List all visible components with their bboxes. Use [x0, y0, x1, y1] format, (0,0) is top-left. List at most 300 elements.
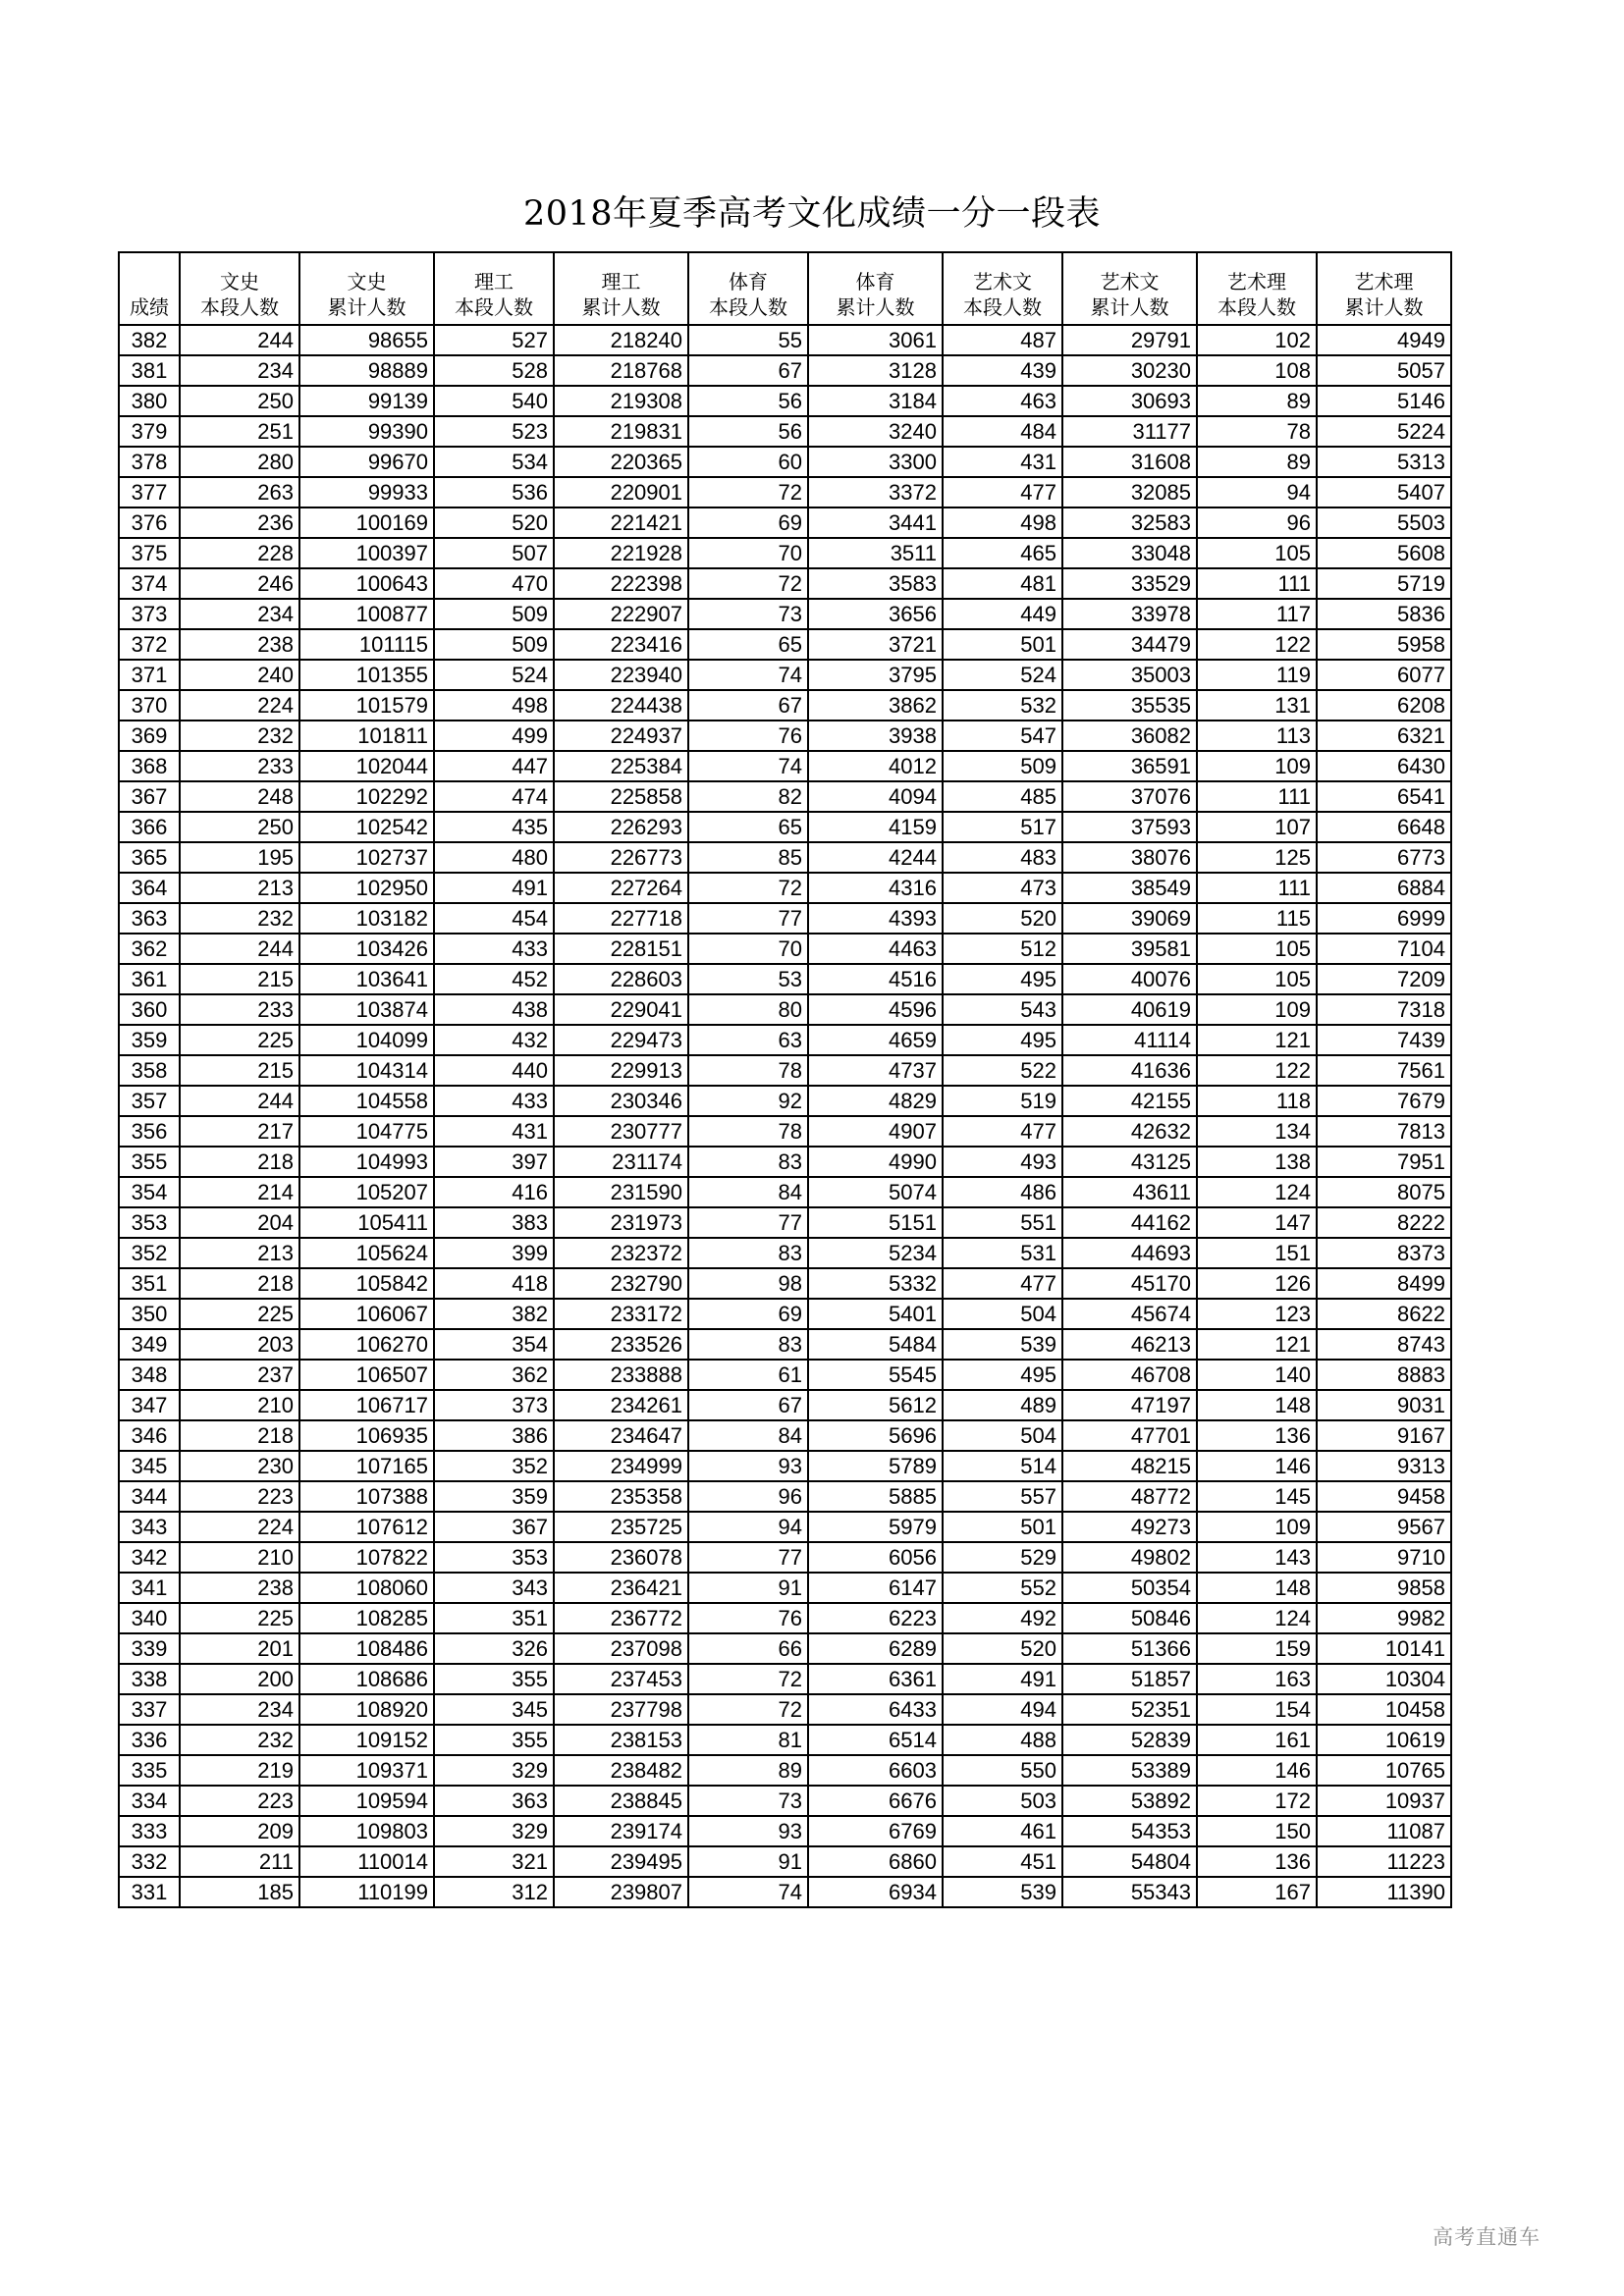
cell-score: 358 — [119, 1055, 180, 1086]
cell-ysl_seg: 105 — [1197, 934, 1317, 964]
cell-ty_seg: 65 — [688, 812, 808, 842]
table-row — [119, 1360, 1451, 1390]
column-header-sub: 本段人数 — [455, 295, 533, 319]
cell-ysw_seg: 543 — [943, 994, 1062, 1025]
cell-lg_cum: 238845 — [554, 1786, 688, 1816]
cell-ysl_seg: 138 — [1197, 1147, 1317, 1177]
cell-lg_cum: 224438 — [554, 690, 688, 721]
cell-lg_cum: 237098 — [554, 1633, 688, 1664]
cell-ws_cum: 109371 — [299, 1755, 434, 1786]
table-row — [119, 1816, 1451, 1846]
table-row — [119, 1786, 1451, 1816]
cell-lg_seg: 383 — [434, 1207, 554, 1238]
cell-lg_cum: 228151 — [554, 934, 688, 964]
column-header-sub: 本段人数 — [963, 295, 1042, 319]
table-row — [119, 781, 1451, 812]
cell-ws_seg: 201 — [180, 1633, 299, 1664]
cell-score: 376 — [119, 507, 180, 538]
cell-ysw_seg: 517 — [943, 812, 1062, 842]
cell-ws_seg: 233 — [180, 751, 299, 781]
cell-lg_seg: 507 — [434, 538, 554, 568]
cell-ysw_cum: 47701 — [1062, 1420, 1197, 1451]
cell-ws_seg: 236 — [180, 507, 299, 538]
cell-ysl_seg: 89 — [1197, 447, 1317, 477]
cell-ty_seg: 72 — [688, 477, 808, 507]
cell-score: 348 — [119, 1360, 180, 1390]
cell-ysw_seg: 529 — [943, 1542, 1062, 1573]
column-header-sub: 本段人数 — [1218, 295, 1296, 319]
cell-lg_seg: 416 — [434, 1177, 554, 1207]
cell-lg_seg: 452 — [434, 964, 554, 994]
cell-ysw_cum: 35003 — [1062, 660, 1197, 690]
cell-score: 346 — [119, 1420, 180, 1451]
column-header-sub: 累计人数 — [836, 295, 915, 319]
cell-ws_seg: 250 — [180, 386, 299, 416]
column-header-group — [120, 269, 179, 294]
cell-ysl_seg: 109 — [1197, 994, 1317, 1025]
cell-ty_cum: 6433 — [808, 1694, 943, 1725]
cell-ws_cum: 105411 — [299, 1207, 434, 1238]
cell-ysw_cum: 49802 — [1062, 1542, 1197, 1573]
cell-lg_cum: 235358 — [554, 1481, 688, 1512]
table-row — [119, 1694, 1451, 1725]
cell-ws_seg: 246 — [180, 568, 299, 599]
cell-lg_seg: 440 — [434, 1055, 554, 1086]
cell-ws_cum: 108060 — [299, 1573, 434, 1603]
cell-lg_cum: 237453 — [554, 1664, 688, 1694]
cell-ysw_seg: 485 — [943, 781, 1062, 812]
cell-ysw_cum: 54353 — [1062, 1816, 1197, 1846]
cell-ws_cum: 110199 — [299, 1877, 434, 1907]
cell-ty_seg: 77 — [688, 903, 808, 934]
cell-lg_cum: 238482 — [554, 1755, 688, 1786]
cell-ysl_cum: 6884 — [1317, 873, 1451, 903]
cell-score: 338 — [119, 1664, 180, 1694]
cell-lg_cum: 231590 — [554, 1177, 688, 1207]
cell-ty_seg: 69 — [688, 507, 808, 538]
cell-ws_seg: 232 — [180, 721, 299, 751]
cell-ws_cum: 103182 — [299, 903, 434, 934]
cell-ysw_cum: 43611 — [1062, 1177, 1197, 1207]
cell-ws_cum: 98655 — [299, 325, 434, 355]
cell-score: 374 — [119, 568, 180, 599]
cell-lg_seg: 386 — [434, 1420, 554, 1451]
cell-ysl_cum: 9982 — [1317, 1603, 1451, 1633]
cell-lg_cum: 233888 — [554, 1360, 688, 1390]
cell-ws_seg: 251 — [180, 416, 299, 447]
cell-ty_cum: 5545 — [808, 1360, 943, 1390]
cell-ty_seg: 85 — [688, 842, 808, 873]
cell-ysw_cum: 33048 — [1062, 538, 1197, 568]
cell-ty_cum: 4463 — [808, 934, 943, 964]
cell-lg_cum: 227718 — [554, 903, 688, 934]
cell-lg_seg: 474 — [434, 781, 554, 812]
cell-ysw_cum: 38076 — [1062, 842, 1197, 873]
table-row — [119, 1755, 1451, 1786]
cell-ws_cum: 107612 — [299, 1512, 434, 1542]
cell-ty_cum: 4159 — [808, 812, 943, 842]
cell-ws_cum: 100397 — [299, 538, 434, 568]
cell-lg_cum: 218768 — [554, 355, 688, 386]
cell-ysw_cum: 46708 — [1062, 1360, 1197, 1390]
cell-lg_cum: 239495 — [554, 1846, 688, 1877]
cell-lg_cum: 219831 — [554, 416, 688, 447]
cell-ysw_cum: 39581 — [1062, 934, 1197, 964]
cell-ty_seg: 78 — [688, 1116, 808, 1147]
cell-lg_cum: 225384 — [554, 751, 688, 781]
cell-ws_seg: 240 — [180, 660, 299, 690]
cell-ws_cum: 105624 — [299, 1238, 434, 1268]
cell-ysw_cum: 37076 — [1062, 781, 1197, 812]
cell-ws_seg: 214 — [180, 1177, 299, 1207]
cell-lg_seg: 527 — [434, 325, 554, 355]
cell-score: 341 — [119, 1573, 180, 1603]
cell-ty_seg: 72 — [688, 1664, 808, 1694]
cell-lg_cum: 224937 — [554, 721, 688, 751]
cell-score: 372 — [119, 629, 180, 660]
cell-score: 366 — [119, 812, 180, 842]
column-header-ysl_seg — [1197, 252, 1317, 325]
cell-ws_seg: 232 — [180, 903, 299, 934]
cell-ysl_seg: 126 — [1197, 1268, 1317, 1299]
cell-ty_cum: 3240 — [808, 416, 943, 447]
cell-ysw_cum: 33978 — [1062, 599, 1197, 629]
cell-ysl_seg: 109 — [1197, 751, 1317, 781]
cell-ws_cum: 102737 — [299, 842, 434, 873]
column-header-ws_cum — [299, 252, 434, 325]
cell-ysw_seg: 495 — [943, 1360, 1062, 1390]
cell-score: 349 — [119, 1329, 180, 1360]
column-header-group: 理工 — [474, 270, 514, 294]
cell-ysw_cum: 44162 — [1062, 1207, 1197, 1238]
cell-ty_cum: 6056 — [808, 1542, 943, 1573]
cell-ysl_cum: 8222 — [1317, 1207, 1451, 1238]
cell-lg_cum: 230346 — [554, 1086, 688, 1116]
table-row — [119, 690, 1451, 721]
cell-ysl_cum: 7951 — [1317, 1147, 1451, 1177]
cell-ysl_seg: 163 — [1197, 1664, 1317, 1694]
table-row — [119, 1207, 1451, 1238]
cell-ty_seg: 80 — [688, 994, 808, 1025]
cell-ysl_cum: 8373 — [1317, 1238, 1451, 1268]
cell-ysw_cum: 31177 — [1062, 416, 1197, 447]
cell-ysl_cum: 5224 — [1317, 416, 1451, 447]
cell-lg_cum: 229913 — [554, 1055, 688, 1086]
cell-ws_cum: 107822 — [299, 1542, 434, 1573]
cell-ws_cum: 101115 — [299, 629, 434, 660]
cell-ws_seg: 224 — [180, 1512, 299, 1542]
cell-lg_seg: 363 — [434, 1786, 554, 1816]
cell-ysw_seg: 493 — [943, 1147, 1062, 1177]
cell-ty_seg: 61 — [688, 1360, 808, 1390]
cell-ty_seg: 74 — [688, 660, 808, 690]
cell-score: 375 — [119, 538, 180, 568]
table-row — [119, 1238, 1451, 1268]
cell-ty_seg: 83 — [688, 1238, 808, 1268]
cell-ysw_seg: 557 — [943, 1481, 1062, 1512]
cell-ty_cum: 5234 — [808, 1238, 943, 1268]
column-header-sub: 本段人数 — [200, 295, 279, 319]
cell-ysw_seg: 524 — [943, 660, 1062, 690]
cell-ysw_seg: 512 — [943, 934, 1062, 964]
score-distribution-table — [118, 251, 1452, 1908]
cell-ysl_seg: 108 — [1197, 355, 1317, 386]
cell-lg_seg: 399 — [434, 1238, 554, 1268]
table-row — [119, 1573, 1451, 1603]
cell-ty_cum: 4393 — [808, 903, 943, 934]
table-row — [119, 1603, 1451, 1633]
cell-ysl_seg: 124 — [1197, 1177, 1317, 1207]
table-row — [119, 1177, 1451, 1207]
cell-lg_seg: 431 — [434, 1116, 554, 1147]
column-header-score — [119, 252, 180, 325]
cell-ysl_cum: 11087 — [1317, 1816, 1451, 1846]
cell-ysw_cum: 43125 — [1062, 1147, 1197, 1177]
cell-ty_cum: 3721 — [808, 629, 943, 660]
cell-ysl_seg: 105 — [1197, 538, 1317, 568]
cell-ty_seg: 67 — [688, 690, 808, 721]
cell-ysl_cum: 7209 — [1317, 964, 1451, 994]
cell-ysl_cum: 8499 — [1317, 1268, 1451, 1299]
cell-ysl_cum: 11223 — [1317, 1846, 1451, 1877]
cell-ty_cum: 5074 — [808, 1177, 943, 1207]
cell-ws_seg: 203 — [180, 1329, 299, 1360]
cell-lg_cum: 232372 — [554, 1238, 688, 1268]
table-row — [119, 964, 1451, 994]
cell-ty_seg: 56 — [688, 416, 808, 447]
cell-ty_seg: 78 — [688, 1055, 808, 1086]
cell-ysw_seg: 483 — [943, 842, 1062, 873]
cell-ysl_seg: 115 — [1197, 903, 1317, 934]
cell-ysl_cum: 7104 — [1317, 934, 1451, 964]
cell-lg_cum: 233526 — [554, 1329, 688, 1360]
cell-lg_cum: 220365 — [554, 447, 688, 477]
table-row — [119, 721, 1451, 751]
cell-ty_cum: 6289 — [808, 1633, 943, 1664]
cell-ty_seg: 55 — [688, 325, 808, 355]
cell-ty_seg: 63 — [688, 1025, 808, 1055]
cell-ws_cum: 107388 — [299, 1481, 434, 1512]
cell-ysl_seg: 78 — [1197, 416, 1317, 447]
cell-ty_cum: 4094 — [808, 781, 943, 812]
cell-lg_seg: 354 — [434, 1329, 554, 1360]
cell-ws_seg: 209 — [180, 1816, 299, 1846]
cell-ws_seg: 200 — [180, 1664, 299, 1694]
cell-ws_cum: 108285 — [299, 1603, 434, 1633]
cell-ysw_cum: 30693 — [1062, 386, 1197, 416]
table-row — [119, 1329, 1451, 1360]
cell-ws_seg: 250 — [180, 812, 299, 842]
cell-lg_seg: 343 — [434, 1573, 554, 1603]
cell-score: 340 — [119, 1603, 180, 1633]
cell-lg_seg: 523 — [434, 416, 554, 447]
cell-ysw_seg: 451 — [943, 1846, 1062, 1877]
cell-ws_cum: 99670 — [299, 447, 434, 477]
cell-lg_cum: 226773 — [554, 842, 688, 873]
cell-lg_cum: 222398 — [554, 568, 688, 599]
cell-ws_cum: 103874 — [299, 994, 434, 1025]
cell-ysl_cum: 7679 — [1317, 1086, 1451, 1116]
cell-lg_seg: 536 — [434, 477, 554, 507]
cell-ysl_cum: 6773 — [1317, 842, 1451, 873]
column-header-sub: 累计人数 — [1344, 295, 1424, 319]
cell-lg_cum: 234261 — [554, 1390, 688, 1420]
cell-lg_seg: 520 — [434, 507, 554, 538]
cell-score: 357 — [119, 1086, 180, 1116]
cell-lg_seg: 351 — [434, 1603, 554, 1633]
cell-ty_cum: 6769 — [808, 1816, 943, 1846]
cell-ty_cum: 5151 — [808, 1207, 943, 1238]
cell-lg_seg: 432 — [434, 1025, 554, 1055]
cell-ws_cum: 104099 — [299, 1025, 434, 1055]
cell-ws_seg: 218 — [180, 1268, 299, 1299]
cell-ysw_seg: 489 — [943, 1390, 1062, 1420]
cell-score: 356 — [119, 1116, 180, 1147]
cell-ysl_cum: 9167 — [1317, 1420, 1451, 1451]
cell-ty_cum: 5612 — [808, 1390, 943, 1420]
cell-ws_seg: 234 — [180, 599, 299, 629]
cell-ysl_seg: 151 — [1197, 1238, 1317, 1268]
cell-lg_cum: 236078 — [554, 1542, 688, 1573]
cell-ysw_seg: 531 — [943, 1238, 1062, 1268]
cell-lg_seg: 397 — [434, 1147, 554, 1177]
cell-ty_seg: 76 — [688, 721, 808, 751]
cell-ty_cum: 3061 — [808, 325, 943, 355]
cell-ysl_cum: 8622 — [1317, 1299, 1451, 1329]
cell-ysl_seg: 119 — [1197, 660, 1317, 690]
cell-ysl_seg: 111 — [1197, 873, 1317, 903]
cell-ysl_cum: 10619 — [1317, 1725, 1451, 1755]
cell-ty_seg: 73 — [688, 1786, 808, 1816]
cell-ysw_cum: 36591 — [1062, 751, 1197, 781]
cell-ysl_seg: 96 — [1197, 507, 1317, 538]
cell-ysw_seg: 547 — [943, 721, 1062, 751]
cell-lg_cum: 233172 — [554, 1299, 688, 1329]
cell-ty_seg: 94 — [688, 1512, 808, 1542]
cell-ysw_cum: 51366 — [1062, 1633, 1197, 1664]
cell-ysw_cum: 46213 — [1062, 1329, 1197, 1360]
table-row — [119, 1025, 1451, 1055]
column-header-sub: 本段人数 — [709, 295, 787, 319]
column-header-group: 理工 — [601, 270, 641, 294]
table-row — [119, 1420, 1451, 1451]
cell-ysl_cum: 8075 — [1317, 1177, 1451, 1207]
cell-lg_cum: 231973 — [554, 1207, 688, 1238]
cell-ysl_cum: 5719 — [1317, 568, 1451, 599]
cell-ysw_seg: 491 — [943, 1664, 1062, 1694]
cell-ysw_seg: 503 — [943, 1786, 1062, 1816]
cell-ty_cum: 5401 — [808, 1299, 943, 1329]
cell-ysl_cum: 6077 — [1317, 660, 1451, 690]
cell-ysl_seg: 122 — [1197, 1055, 1317, 1086]
cell-ws_cum: 102950 — [299, 873, 434, 903]
cell-ysw_cum: 52351 — [1062, 1694, 1197, 1725]
cell-ty_cum: 3300 — [808, 447, 943, 477]
cell-ty_cum: 6603 — [808, 1755, 943, 1786]
cell-ysw_cum: 37593 — [1062, 812, 1197, 842]
table-row — [119, 1147, 1451, 1177]
cell-ysl_seg: 109 — [1197, 1512, 1317, 1542]
column-header-ysw_cum — [1062, 252, 1197, 325]
cell-ysw_cum: 36082 — [1062, 721, 1197, 751]
cell-ty_seg: 89 — [688, 1755, 808, 1786]
cell-ws_cum: 108920 — [299, 1694, 434, 1725]
table-row — [119, 599, 1451, 629]
cell-ty_cum: 5332 — [808, 1268, 943, 1299]
cell-ysl_cum: 7318 — [1317, 994, 1451, 1025]
table-row — [119, 842, 1451, 873]
column-header-lg_cum — [554, 252, 688, 325]
cell-ysw_cum: 53892 — [1062, 1786, 1197, 1816]
cell-ysw_seg: 501 — [943, 629, 1062, 660]
cell-score: 363 — [119, 903, 180, 934]
cell-ws_seg: 215 — [180, 964, 299, 994]
cell-ws_seg: 225 — [180, 1025, 299, 1055]
cell-ysw_seg: 484 — [943, 416, 1062, 447]
cell-ws_seg: 213 — [180, 873, 299, 903]
cell-ws_cum: 102292 — [299, 781, 434, 812]
table-row — [119, 903, 1451, 934]
cell-score: 331 — [119, 1877, 180, 1907]
table-row — [119, 1116, 1451, 1147]
cell-ysw_seg: 449 — [943, 599, 1062, 629]
cell-score: 370 — [119, 690, 180, 721]
column-header-sub: 累计人数 — [1090, 295, 1169, 319]
cell-ws_seg: 195 — [180, 842, 299, 873]
cell-ty_seg: 82 — [688, 781, 808, 812]
cell-lg_cum: 234999 — [554, 1451, 688, 1481]
table-row — [119, 1846, 1451, 1877]
cell-lg_seg: 345 — [434, 1694, 554, 1725]
table-row — [119, 660, 1451, 690]
cell-lg_cum: 235725 — [554, 1512, 688, 1542]
cell-lg_seg: 326 — [434, 1633, 554, 1664]
cell-ty_seg: 81 — [688, 1725, 808, 1755]
cell-ty_cum: 4829 — [808, 1086, 943, 1116]
cell-ysl_seg: 146 — [1197, 1451, 1317, 1481]
cell-score: 368 — [119, 751, 180, 781]
cell-ysw_cum: 29791 — [1062, 325, 1197, 355]
cell-ty_cum: 4596 — [808, 994, 943, 1025]
column-header-ws_seg — [180, 252, 299, 325]
cell-ws_seg: 225 — [180, 1603, 299, 1633]
cell-ws_seg: 218 — [180, 1147, 299, 1177]
cell-score: 336 — [119, 1725, 180, 1755]
cell-score: 361 — [119, 964, 180, 994]
cell-ysw_seg: 487 — [943, 325, 1062, 355]
cell-ysl_seg: 143 — [1197, 1542, 1317, 1573]
cell-ty_cum: 3938 — [808, 721, 943, 751]
column-header-group: 体育 — [729, 270, 768, 294]
cell-ty_cum: 4012 — [808, 751, 943, 781]
cell-score: 342 — [119, 1542, 180, 1573]
cell-ysw_cum: 41636 — [1062, 1055, 1197, 1086]
cell-ty_seg: 66 — [688, 1633, 808, 1664]
cell-ysl_seg: 154 — [1197, 1694, 1317, 1725]
cell-ysw_seg: 465 — [943, 538, 1062, 568]
cell-ysl_seg: 125 — [1197, 842, 1317, 873]
cell-ysw_cum: 47197 — [1062, 1390, 1197, 1420]
cell-score: 362 — [119, 934, 180, 964]
cell-ws_cum: 104558 — [299, 1086, 434, 1116]
cell-ty_seg: 56 — [688, 386, 808, 416]
table-row — [119, 873, 1451, 903]
cell-ysw_seg: 509 — [943, 751, 1062, 781]
cell-lg_cum: 231174 — [554, 1147, 688, 1177]
cell-lg_seg: 355 — [434, 1664, 554, 1694]
cell-ws_seg: 215 — [180, 1055, 299, 1086]
cell-ysl_cum: 8743 — [1317, 1329, 1451, 1360]
